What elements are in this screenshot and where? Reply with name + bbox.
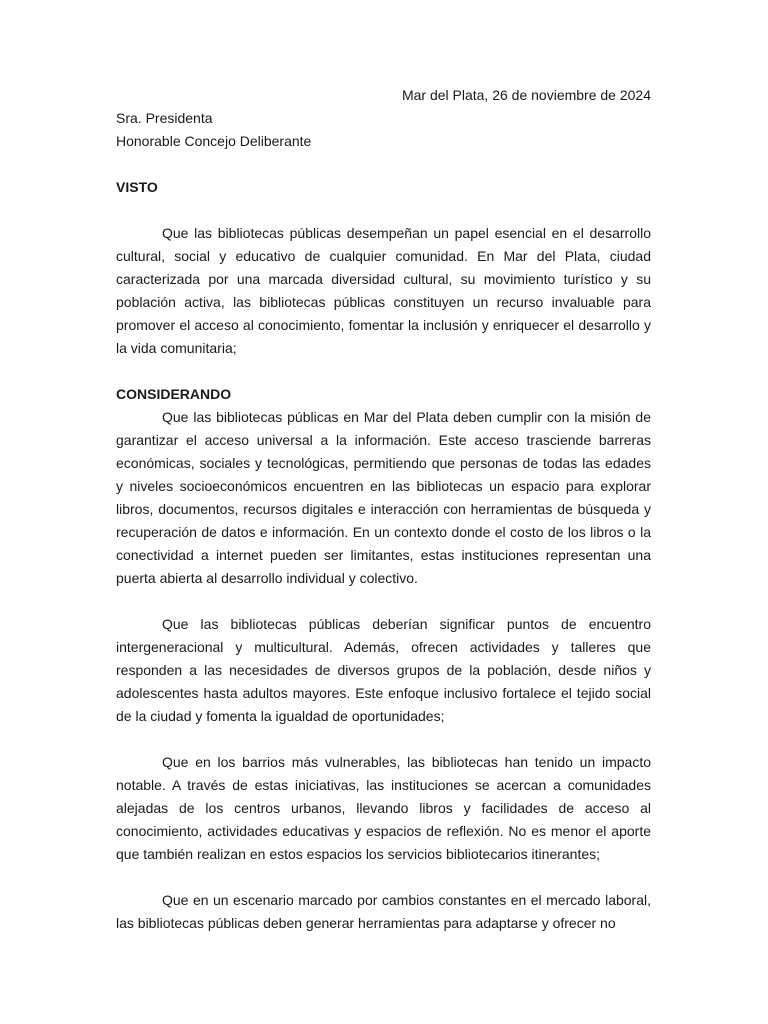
spacer [116,590,651,613]
recipient-title: Sra. Presidenta [116,110,213,126]
spacer [116,728,651,751]
considerando-paragraph-2: Que las bibliotecas públicas deberían significar puntos de encuentro intergeneracional y multicultural. Además, ofrecen actividades y talleres que responden a las necesidades de diversos grupos de la población, desde niños y adolescentes hasta adultos mayores. Este enfoque inclusivo fortalece el tejido social de la ciudad y fomenta la igualdad de oportunidades; [116,616,651,724]
spacer [116,360,651,383]
recipient-institution: Honorable Concejo Deliberante [116,133,312,149]
considerando-paragraph-3: Que en los barrios más vulnerables, las bibliotecas han tenido un impacto notable. A través de estas iniciativas, las instituciones se acercan a comunidades alejadas de los centros urbanos, llevando libros y facilidades de acceso al conocimiento, actividades educativas y espacios de reflexión. No es menor el aporte que también realizan en estos espacios los servicios bibliotecarios itinerantes; [116,754,651,862]
letter-page [116,84,651,935]
considerando-paragraph-1: Que las bibliotecas públicas en Mar del Plata deben cumplir con la misión de garantizar el acceso universal a la información. Este acceso trasciende barreras económicas, sociales y tecnológicas, permitiendo que personas de todas las edades y niveles socioeconómicos encuentren en las bibliotecas un espacio para explorar libros, documentos, recursos digitales e interacción con herramientas de búsqueda y recuperación de datos e información. En un contexto donde el costo de los libros o la conectividad a internet pueden ser limitantes, estas instituciones representan una puerta abierta al desarrollo individual y colectivo. [116,409,651,586]
spacer [116,153,651,176]
spacer [116,866,651,889]
visto-heading: VISTO [116,179,158,195]
considerando-paragraph-4: Que en un escenario marcado por cambios constantes en el mercado laboral, las bibliotecas públicas deben generar herramientas para adaptarse y ofrecer no [116,892,651,931]
considerando-heading: CONSIDERANDO [116,386,232,402]
spacer [116,199,651,222]
letter-date: Mar del Plata, 26 de noviembre de 2024 [401,87,651,103]
visto-paragraph: Que las bibliotecas públicas desempeñan un papel esencial en el desarrollo cultural, social y educativo de cualquier comunidad. En Mar del Plata, ciudad caracterizada por una marcada diversidad cultural, su movimiento turístico y su población activa, las bibliotecas públicas constituyen un recurso invaluable para promover el acceso al conocimiento, fomentar la inclusión y enriquecer el desarrollo y la vida comunitaria; [116,225,651,356]
